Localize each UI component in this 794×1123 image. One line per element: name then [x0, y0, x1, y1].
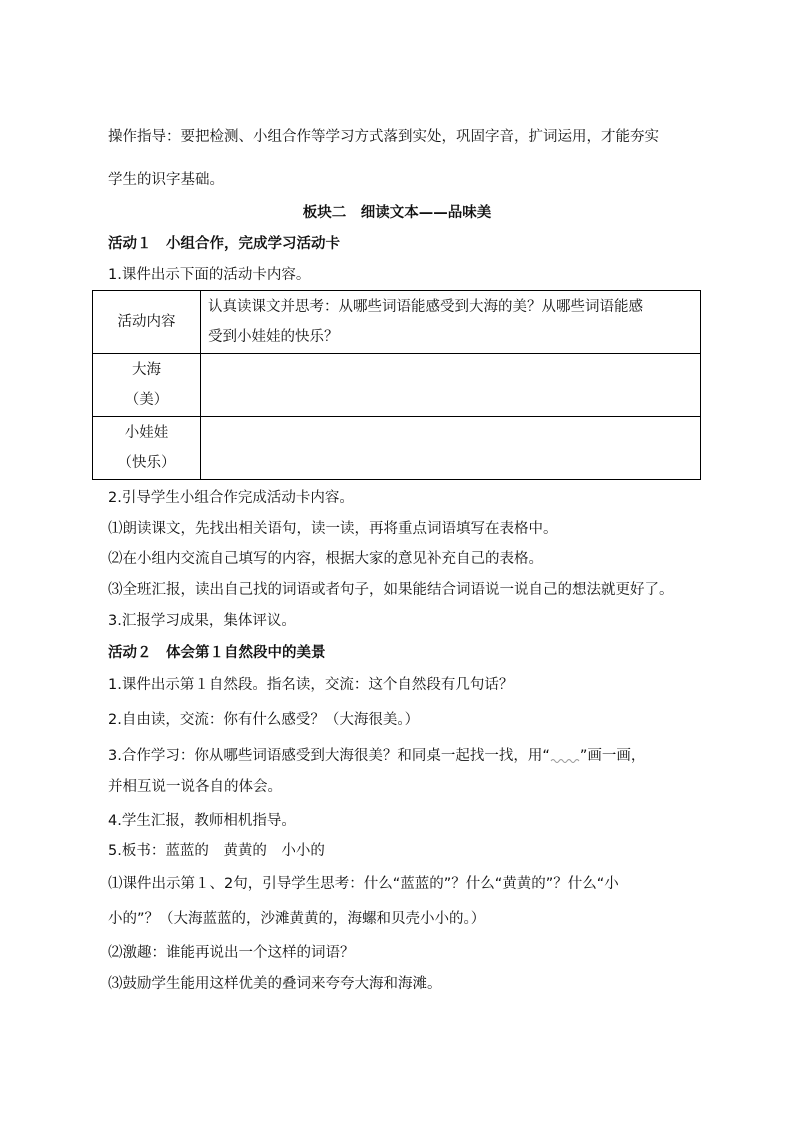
step3-text-a: 3.合作学习：你从哪些词语感受到大海很美？和同桌一起找一找，用“: [108, 748, 550, 764]
activity1-step3: 3.汇报学习成果，集体评议。: [108, 613, 296, 629]
activity2-step1: 1.课件出示第１自然段。指名读，交流：这个自然段有几句话？: [108, 677, 514, 693]
activity2-step5-1-line2: 小的”？（大海蓝蓝的，沙滩黄黄的，海螺和贝壳小小的。）: [108, 911, 486, 927]
activity2-title: 活动２ 体会第１自然段中的美景: [108, 645, 326, 661]
guide-line-1: 操作指导：要把检测、小组合作等学习方式落到实处，巩固字音，扩词运用，才能夯实: [108, 129, 659, 145]
table-row-label-child: [93, 417, 201, 480]
activity-card-table: [92, 290, 701, 480]
table-header-label: 活动内容: [93, 291, 201, 354]
table-cell-empty: [201, 354, 701, 417]
wavy-underline-icon: [550, 751, 580, 761]
table-header-line-2: 受到小娃娃的快乐？: [208, 329, 339, 345]
activity1-title: 活动１ 小组合作，完成学习活动卡: [108, 236, 340, 252]
activity2-step4: 4.学生汇报，教师相机指导。: [108, 813, 296, 829]
activity2-step3: [108, 746, 645, 766]
activity1-step2-1: ⑴朗读课文，先找出相关语句，读一读，再将重点词语填写在表格中。: [108, 521, 558, 537]
activity2-step3-line2: 并相互说一说各自的体会。: [108, 779, 282, 795]
row-label-line-1: 大海: [132, 362, 161, 378]
activity2-step5: 5.板书：蓝蓝的 黄黄的 小小的: [108, 843, 325, 859]
table-row: [93, 291, 701, 354]
activity1-step2-2: ⑵在小组内交流自己填写的内容，根据大家的意见补充自己的表格。: [108, 551, 543, 567]
table-row: [93, 417, 701, 480]
table-cell-empty: [201, 417, 701, 480]
guide-line-2: 学生的识字基础。: [108, 172, 224, 188]
table-row-label-sea: [93, 354, 201, 417]
activity2-step2: 2.自由读，交流：你有什么感受？（大海很美。）: [108, 712, 420, 728]
table-header-content: [201, 291, 701, 354]
table-header-line-1: 认真读课文并思考：从哪些词语能感受到大海的美？从哪些词语能感: [208, 299, 643, 315]
step3-text-b: ”画一画，: [579, 748, 646, 764]
section-title: 板块二 细读文本——品味美: [302, 205, 492, 221]
activity2-step5-3: ⑶鼓励学生能用这样优美的叠词来夸夸大海和海滩。: [108, 976, 442, 992]
activity2-step5-1-line1: ⑴课件出示第１、2句，引导学生思考：什么“蓝蓝的”？什么“黄黄的”？什么“小: [108, 876, 619, 892]
activity2-step5-2: ⑵激趣：谁能再说出一个这样的词语？: [108, 945, 355, 961]
activity1-step1: 1.课件出示下面的活动卡内容。: [108, 267, 311, 283]
row-label-line-2: （美）: [124, 392, 169, 408]
table-row: [93, 354, 701, 417]
row-label-line-1: 小娃娃: [124, 425, 169, 441]
activity1-step2: 2.引导学生小组合作完成活动卡内容。: [108, 490, 354, 506]
activity1-step2-3: ⑶全班汇报，读出自己找的词语或者句子，如果能结合词语说一说自己的想法就更好了。: [108, 582, 674, 598]
row-label-line-2: （快乐）: [117, 455, 176, 471]
